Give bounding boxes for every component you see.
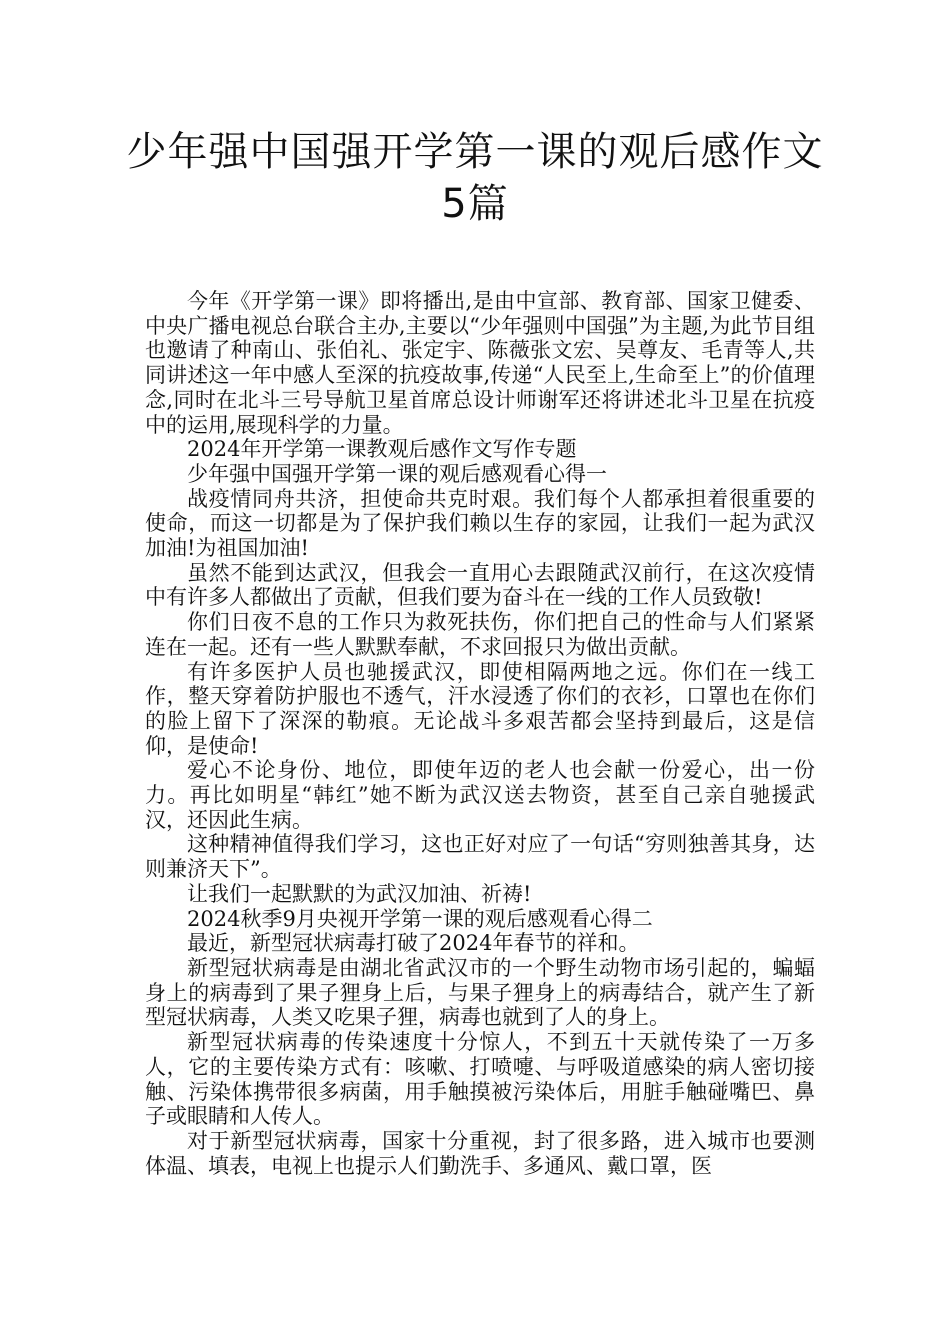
- document-body: [145, 289, 815, 1178]
- paragraph: 今年《开学第一课》即将播出,是由中宣部、教育部、国家卫健委、中央广播电视总台联合主办,主要以“少年强则中国强”为主题,为此节目组也邀请了种南山、张伯礼、张定宇、陈薇张文宏、吴尊友、毛青等人,共同讲述这一年中感人至深的抗疫故事,传递“人民至上,生命至上”的价值理念,同时在北斗三号导航卫星首席总设计师谢军还将讲述北斗卫星在抗疫中的运用,展现科学的力量。: [145, 289, 815, 437]
- paragraph: 2024秋季9月央视开学第一课的观后感观看心得二: [187, 906, 653, 931]
- document-title-line-1: 少年强中国强开学第一课的观后感作文: [126, 129, 824, 175]
- paragraph: 新型冠状病毒是由湖北省武汉市的一个野生动物市场引起的，蝙蝠身上的病毒到了果子狸身上后，与果子狸身上的病毒结合，就产生了新型冠状病毒，人类又吃果子狸，病毒也就到了人的身上。: [145, 955, 815, 1030]
- paragraph: 2024年开学第一课教观后感作文写作专题: [187, 437, 577, 462]
- paragraph: 新型冠状病毒的传染速度十分惊人，不到五十天就传染了一万多人，它的主要传染方式有：咳嗽、打喷嚏、与呼吸道感染的病人密切接触、污染体携带很多病菌，用手触摸被污染体后，用脏手触碰嘴巴、鼻子或眼睛和人传人。: [145, 1030, 815, 1129]
- paragraph: 这种精神值得我们学习，这也正好对应了一句话“穷则独善其身，达则兼济天下”。: [145, 832, 815, 882]
- paragraph: 有许多医护人员也驰援武汉，即使相隔两地之远。你们在一线工作，整天穿着防护服也不透气，汗水浸透了你们的衣衫，口罩也在你们的脸上留下了深深的勒痕。无论战斗多艰苦都会坚持到最后，这是信仰，是使命!: [145, 659, 815, 758]
- document-title: [120, 126, 830, 230]
- document-title-line-2: 5篇: [441, 181, 509, 227]
- paragraph: 你们日夜不息的工作只为救死扶伤，你们把自己的性命与人们紧紧连在一起。还有一些人默默奉献，不求回报只为做出贡献。: [145, 610, 815, 659]
- paragraph: 爱心不论身份、地位，即使年迈的老人也会献一份爱心，出一份力。再比如明星“韩红”她不断为武汉送去物资，甚至自己亲自驰援武汉，还因此生病。: [145, 758, 815, 832]
- paragraph: 少年强中国强开学第一课的观后感观看心得一: [187, 461, 607, 486]
- paragraph: 最近，新型冠状病毒打破了2024年春节的祥和。: [187, 931, 640, 956]
- paragraph: 虽然不能到达武汉，但我会一直用心去跟随武汉前行，在这次疫情中有许多人都做出了贡献，但我们要为奋斗在一线的工作人员致敬!: [145, 560, 815, 610]
- paragraph: 对于新型冠状病毒，国家十分重视，封了很多路，进入城市也要测体温、填表，电视上也提示人们勤洗手、多通风、戴口罩，医: [145, 1128, 815, 1178]
- paragraph: 让我们一起默默的为武汉加油、祈祷!: [187, 881, 532, 906]
- paragraph: 战疫情同舟共济，担使命共克时艰。我们每个人都承担着很重要的使命，而这一切都是为了保护我们赖以生存的家园，让我们一起为武汉加油!为祖国加油!: [145, 486, 815, 561]
